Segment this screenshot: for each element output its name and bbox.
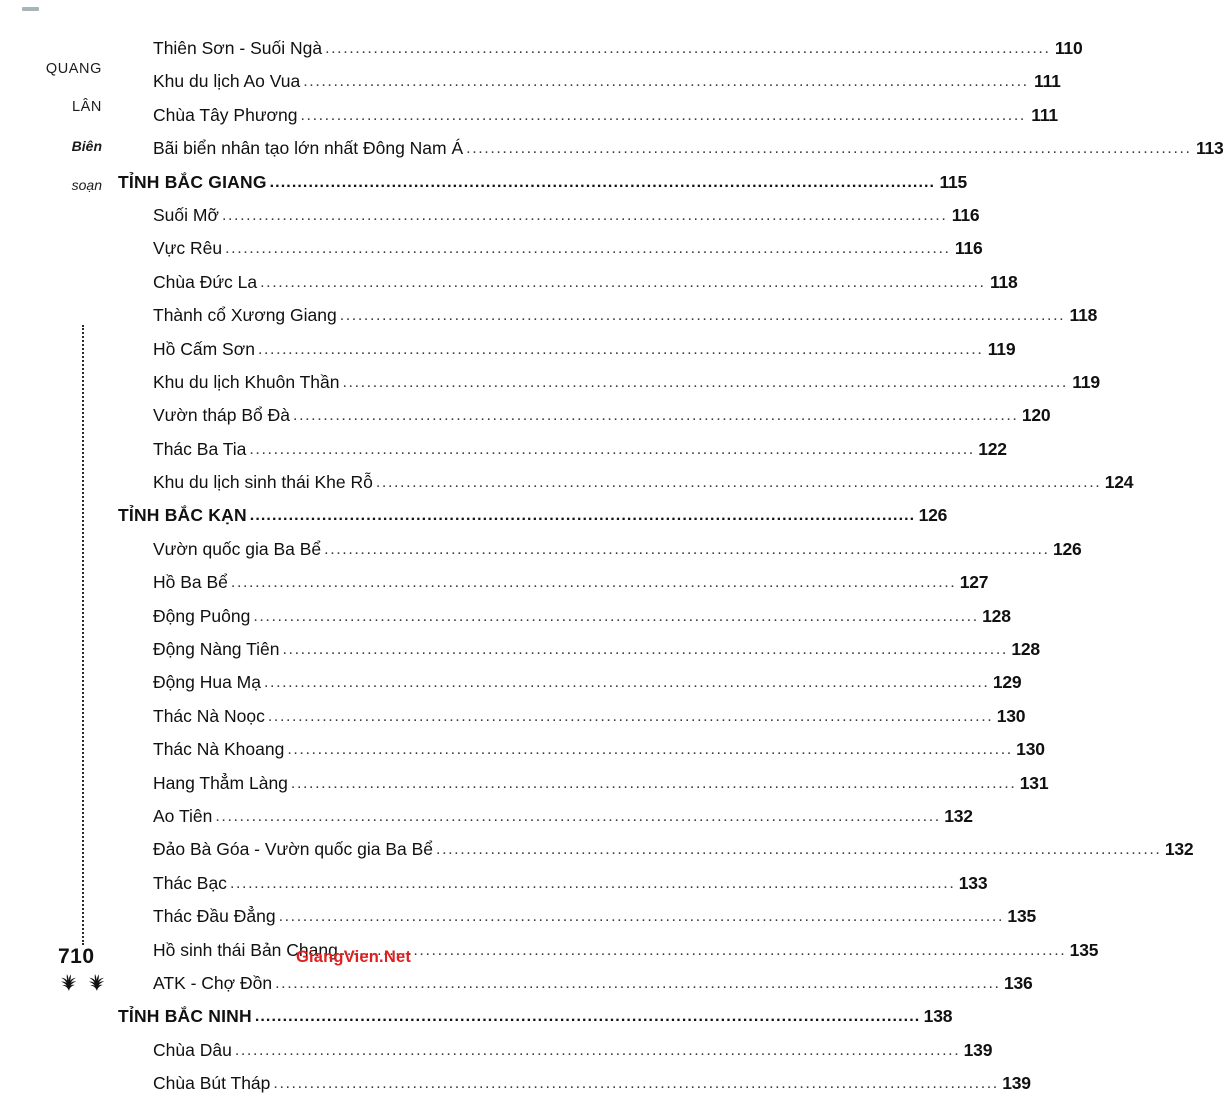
toc-entry[interactable]: [0, 472, 1134, 505]
author-last-name: LÂN: [71, 98, 102, 115]
toc-entry-label: Chùa Dâu: [153, 1039, 232, 1060]
toc-page-number: 139: [963, 1039, 993, 1060]
toc-entry[interactable]: [0, 572, 989, 605]
toc-dot-leader: [324, 541, 1049, 559]
toc-entry[interactable]: [0, 705, 1026, 739]
toc-dot-leader: [255, 1008, 920, 1026]
toc-entry-label: Thác Nà Khoang: [153, 739, 285, 760]
toc-dot-leader: [282, 641, 1007, 659]
toc-entry[interactable]: [0, 371, 1100, 405]
toc-page-number: 131: [1019, 772, 1049, 793]
toc-page-number: 113: [1195, 138, 1224, 159]
toc-entry-label: Thác Bạc: [153, 872, 227, 893]
toc-entry-label: Hồ sinh thái Bản Chang: [153, 939, 338, 960]
floral-ornament-icon: [56, 972, 116, 994]
toc-dot-leader: [222, 207, 947, 225]
toc-page-number: 129: [992, 672, 1022, 693]
toc-dot-leader: [279, 908, 1004, 926]
toc-entry[interactable]: [0, 805, 973, 839]
toc-section-heading[interactable]: [0, 505, 948, 538]
toc-entry-label: Khu du lịch sinh thái Khe Rỗ: [153, 472, 373, 493]
toc-dot-leader: [436, 841, 1161, 859]
toc-dot-leader: [300, 107, 1025, 125]
author-role-line-1: Biên: [71, 138, 102, 154]
toc-dot-leader: [303, 73, 1028, 91]
toc-section-label: TỈNH BẮC NINH: [118, 1006, 252, 1027]
toc-dot-leader: [293, 407, 1018, 425]
toc-dot-leader: [231, 574, 956, 592]
toc-page-number: 130: [996, 705, 1026, 726]
toc-entry-label: Chùa Bút Tháp: [153, 1073, 271, 1094]
toc-page-number: 126: [1052, 538, 1082, 559]
toc-entry[interactable]: [0, 71, 1061, 104]
toc-dot-leader: [273, 1075, 998, 1093]
toc-dot-leader: [291, 775, 1016, 793]
toc-page-number: 116: [951, 204, 980, 225]
toc-page-number: 118: [1069, 305, 1098, 326]
toc-section-heading[interactable]: [0, 171, 968, 205]
toc-entry-label: Đảo Bà Góa - Vườn quốc gia Ba Bể: [153, 839, 434, 860]
toc-page-number: 111: [1034, 71, 1061, 92]
toc-entry[interactable]: [0, 238, 983, 271]
scan-crop-mark: [22, 7, 39, 11]
toc-entry-label: Thác Đầu Đẳng: [153, 906, 276, 927]
toc-page-number: 119: [1072, 371, 1100, 392]
toc-dot-leader: [250, 507, 915, 525]
toc-section-label: TỈNH BẮC GIANG: [118, 171, 267, 192]
toc-dot-leader: [268, 708, 993, 726]
toc-entry-label: Hang Thẳm Làng: [153, 772, 288, 793]
toc-entry-label: Chùa Đức La: [153, 271, 258, 292]
toc-page-number: 126: [918, 505, 948, 526]
toc-dot-leader: [342, 374, 1067, 392]
toc-entry[interactable]: [0, 438, 1007, 472]
toc-entry-label: Khu du lịch Ao Vua: [153, 71, 301, 92]
toc-page-number: 130: [1016, 739, 1045, 760]
toc-dot-leader: [225, 240, 950, 258]
toc-entry[interactable]: [0, 138, 1224, 171]
toc-entry-label: Khu du lịch Khuôn Thần: [153, 371, 340, 392]
site-watermark: GiangVien.Net: [295, 948, 412, 966]
toc-entry[interactable]: [0, 739, 1045, 772]
toc-entry[interactable]: [0, 338, 1016, 372]
toc-entry-label: ATK - Chợ Đồn: [153, 972, 273, 993]
author-first-name: QUANG: [45, 61, 102, 77]
toc-entry-label: Động Hua Mạ: [153, 672, 261, 693]
toc-dot-leader: [260, 274, 985, 292]
toc-page-number: 135: [1069, 939, 1099, 960]
toc-entry-label: Hồ Cấm Sơn: [153, 338, 255, 359]
toc-dot-leader: [253, 608, 978, 626]
toc-dot-leader: [325, 40, 1050, 58]
toc-dot-leader: [230, 875, 955, 893]
toc-entry[interactable]: [0, 639, 1040, 672]
toc-section-heading[interactable]: [0, 1006, 953, 1039]
toc-entry[interactable]: [0, 204, 980, 238]
author-role-line-2: soạn: [71, 177, 102, 193]
toc-entry[interactable]: [0, 772, 1049, 806]
toc-dot-leader: [258, 341, 983, 359]
toc-entry-label: Chùa Tây Phương: [153, 104, 298, 125]
toc-page-number: 132: [944, 805, 973, 826]
toc-entry[interactable]: [0, 839, 1194, 872]
toc-entry[interactable]: [0, 906, 1037, 939]
toc-page-number: 122: [978, 438, 1007, 459]
toc-entry[interactable]: [0, 104, 1058, 138]
toc-entry[interactable]: [0, 1039, 993, 1073]
toc-entry-label: Hồ Ba Bể: [153, 572, 228, 593]
toc-entry[interactable]: [0, 405, 1051, 438]
toc-page-number: 138: [923, 1006, 953, 1027]
toc-entry-label: Ao Tiên: [153, 805, 213, 826]
toc-dot-leader: [249, 441, 974, 459]
toc-entry[interactable]: [0, 271, 1018, 305]
toc-dot-leader: [235, 1042, 960, 1060]
toc-entry-label: Động Nàng Tiên: [153, 639, 280, 660]
toc-dot-leader: [275, 975, 1000, 993]
toc-page-number: 139: [1002, 1073, 1031, 1094]
toc-page-number: 135: [1007, 906, 1037, 927]
toc-page-number: 115: [939, 171, 968, 192]
toc-page-number: 116: [954, 238, 983, 259]
toc-entry-label: Vườn quốc gia Ba Bể: [153, 538, 322, 559]
page-number: 710: [58, 945, 95, 968]
toc-entry-label: Thiên Sơn - Suối Ngà: [153, 38, 323, 58]
toc-entry-label: Động Puông: [153, 605, 251, 626]
toc-section-label: TỈNH BẮC KẠN: [118, 505, 247, 526]
toc-page-number: 136: [1003, 972, 1033, 993]
toc-entry[interactable]: [0, 605, 1011, 639]
toc-page-number: 124: [1104, 472, 1134, 493]
toc-page-number: 128: [982, 605, 1011, 626]
toc-page-number: 118: [989, 271, 1018, 292]
toc-entry-label: Thác Nà Noọc: [153, 705, 265, 726]
toc-entry-label: Bãi biển nhân tạo lớn nhất Đông Nam Á: [153, 138, 464, 159]
toc-entry[interactable]: [0, 538, 1082, 572]
toc-dot-leader: [376, 474, 1101, 492]
toc-entry[interactable]: [0, 672, 1022, 705]
toc-entry[interactable]: [0, 1073, 1031, 1106]
toc-dot-leader: [466, 140, 1191, 158]
toc-page-number: 110: [1054, 38, 1083, 58]
toc-dot-leader: [287, 741, 1012, 759]
toc-entry-label: Suối Mỡ: [153, 204, 219, 225]
toc-page-number: 119: [987, 338, 1016, 359]
toc-dot-leader: [340, 307, 1065, 325]
toc-page-number: 132: [1164, 839, 1194, 860]
toc-entry-label: Thành cổ Xương Giang: [153, 305, 337, 326]
toc-entry-label: Thác Ba Tia: [153, 438, 247, 459]
toc-dot-leader: [270, 174, 935, 192]
toc-entry[interactable]: [0, 872, 988, 906]
toc-entry[interactable]: [0, 38, 1083, 71]
toc-page-number: 128: [1011, 639, 1040, 660]
toc-dot-leader: [215, 808, 940, 826]
toc-dot-leader: [264, 674, 989, 692]
toc-entry[interactable]: [0, 305, 1098, 338]
table-of-contents: [0, 38, 1224, 1107]
toc-page-number: 111: [1031, 104, 1058, 125]
toc-entry-label: Vườn tháp Bổ Đà: [153, 405, 291, 426]
toc-page-number: 133: [958, 872, 988, 893]
toc-page-number: 120: [1021, 405, 1051, 426]
toc-page-number: 127: [959, 572, 989, 593]
toc-entry-label: Vực Rêu: [153, 238, 223, 259]
